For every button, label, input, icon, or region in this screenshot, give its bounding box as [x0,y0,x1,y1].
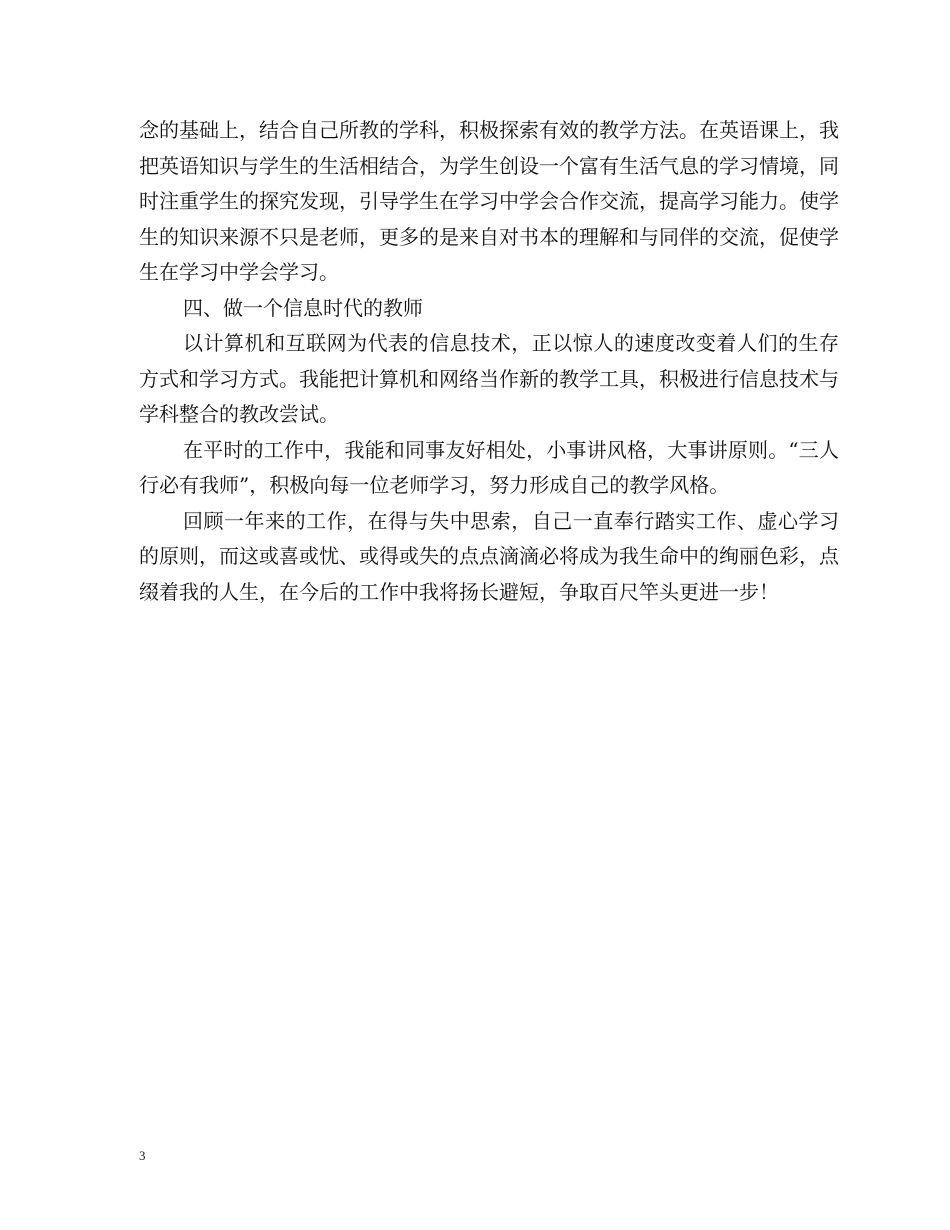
page-body [139,113,839,610]
paragraph-information-technology: 以计算机和互联网为代表的信息技术，正以惊人的速度改变着人们的生存方式和学习方式。我能把计算机和网络当作新的教学工具，积极进行信息技术与学科整合的教改尝试。 [139,331,839,426]
section-heading-information-era-teacher: 四、做一个信息时代的教师 [183,295,423,320]
paragraph-teaching-methods: 念的基础上，结合自己所教的学科，积极探索有效的教学方法。在英语课上，我把英语知识与学生的生活相结合，为学生创设一个富有生活气息的学习情境，同时注重学生的探究发现，引导学生在学习中学会合作交流，提高学习能力。使学生的知识来源不只是老师，更多的是来自对书本的理解和与同伴的交流，促使学生在学习中学会学习。 [139,118,839,284]
paragraph-colleague-relations: 在平时的工作中，我能和同事友好相处，小事讲风格，大事讲原则。“三人行必有我师”，积极向每一位老师学习，努力形成自己的教学风格。 [139,437,839,497]
page-number: 3 [139,1148,146,1163]
paragraph-year-review: 回顾一年来的工作，在得与失中思索，自己一直奉行踏实工作、虚心学习的原则，而这或喜或忧、或得或失的点点滴滴必将成为我生命中的绚丽色彩，点缀着我的人生，在今后的工作中我将扬长避短，争取百尺竿头更进一步！ [139,508,839,604]
